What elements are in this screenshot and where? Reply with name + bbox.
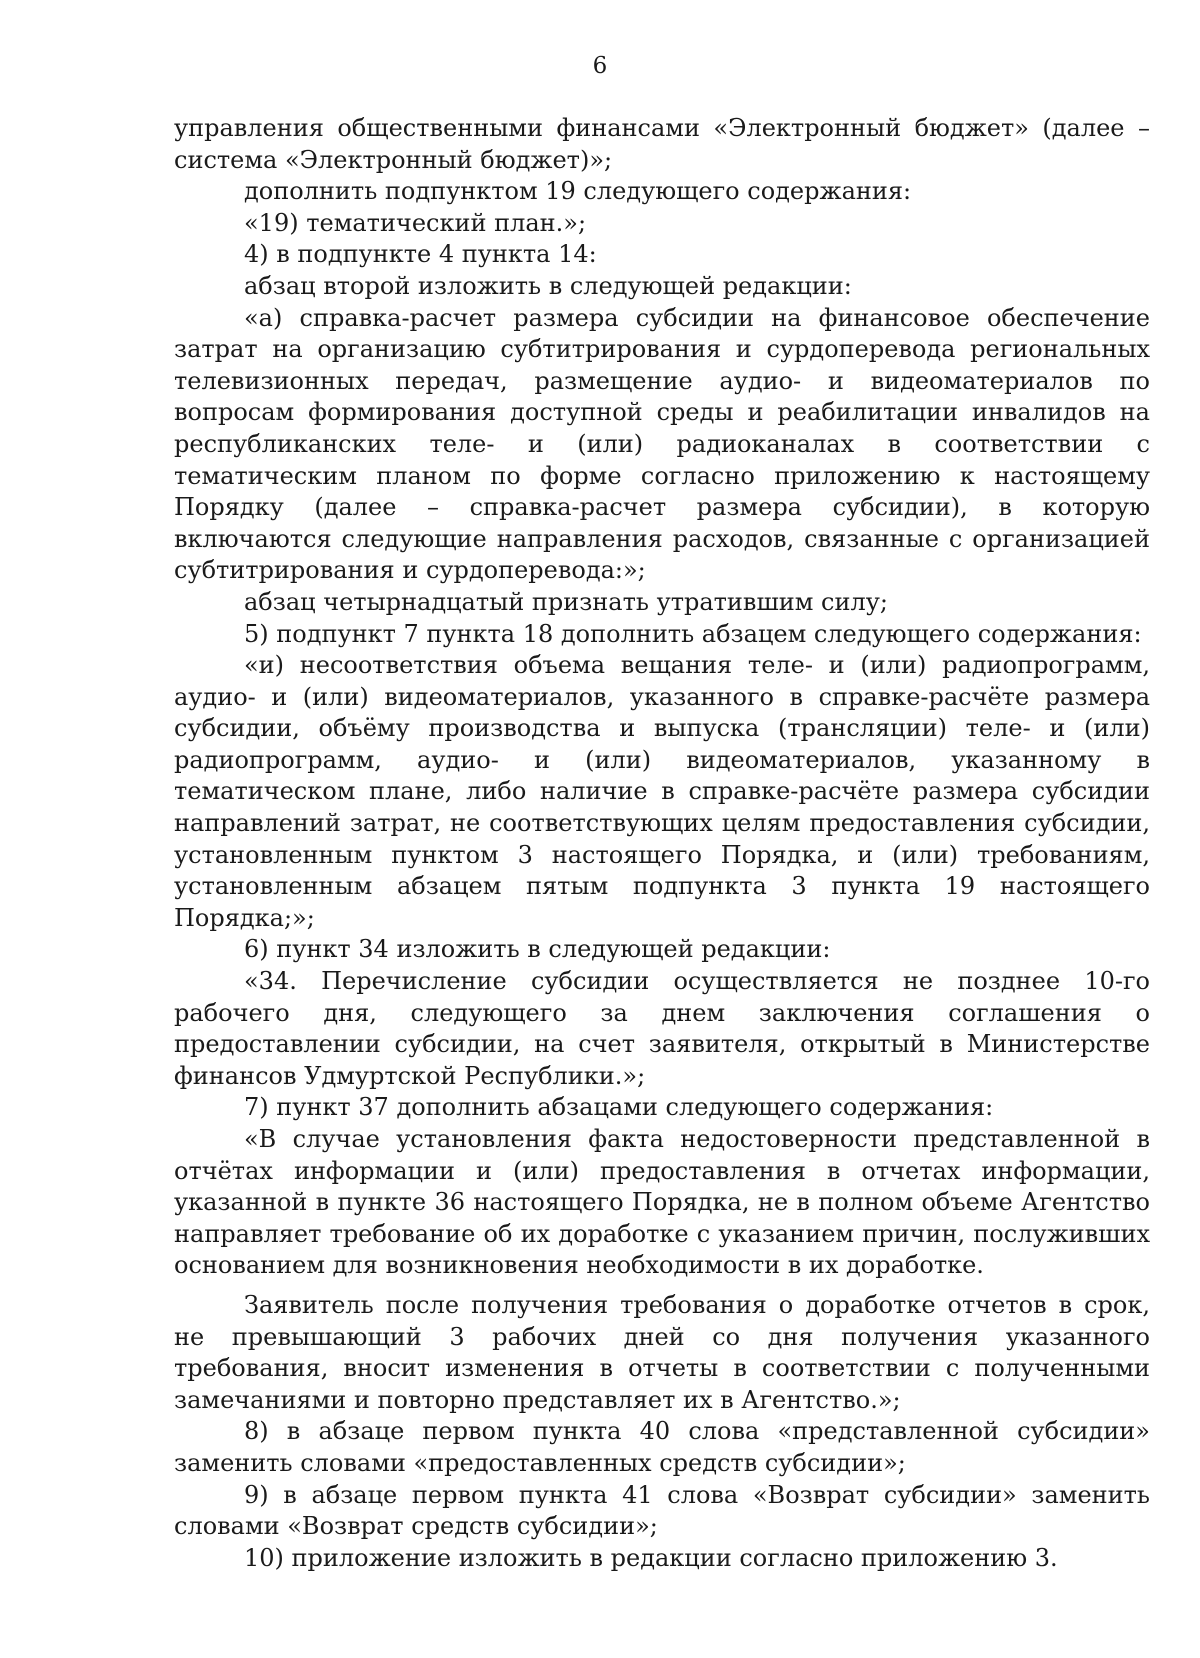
paragraph: 10) приложение изложить в редакции согласно приложению 3. [244, 1543, 1058, 1572]
paragraph: Заявитель после получения требования о доработке отчетов в срок, не превышающий 3 рабочих дней со дня получения указанного требования, вносит изменения в отчеты в соответствии с полученными замечаниями и повторно представляет их в Агентство.»; [174, 1290, 1150, 1414]
paragraph: 8) в абзаце первом пункта 40 слова «представленной субсидии» заменить словами «предоставленных средств субсидии»; [174, 1417, 1150, 1477]
paragraph: абзац второй изложить в следующей редакции: [244, 271, 852, 300]
document-body [174, 113, 1150, 1574]
paragraph: «В случае установления факта недостоверности представленной в отчётах информации и (или) предоставления в отчетах информации, указанной в пункте 36 настоящего Порядка, не в полном объеме Агентство направляет требование об их доработке с указанием причин, послуживших основанием для возникновения необходимости в их доработке. [174, 1125, 1150, 1280]
paragraph: 9) в абзаце первом пункта 41 слова «Возврат субсидии» заменить словами «Возврат средств субсидии»; [174, 1480, 1150, 1541]
paragraph: дополнить подпунктом 19 следующего содержания: [244, 177, 912, 206]
paragraph: «и) несоответствия объема вещания теле- и (или) радиопрограмм, аудио- и (или) видеоматериалов, указанного в справке-расчёте размера субсидии, объёму производства и выпуска (трансляции) теле- и (или) радиопрограмм, аудио- и (или) видеоматериалов, указанному в тематическом плане, либо наличие в справке-расчёте размера субсидии направлений затрат, не соответствующих целям предоставления субсидии, установленным пунктом 3 настоящего Порядка, и (или) требованиям, установленным абзацем пятым подпункта 3 пункта 19 настоящего Порядка;»; [174, 651, 1150, 932]
paragraph: 5) подпункт 7 пункта 18 дополнить абзацем следующего содержания: [244, 619, 1142, 648]
paragraph: 4) в подпункте 4 пункта 14: [244, 240, 597, 269]
paragraph: «34. Перечисление субсидии осуществляется не позднее 10-го рабочего дня, следующего за днем заключения соглашения о предоставлении субсидии, на счет заявителя, открытый в Министерстве финансов Удмуртской Республики.»; [174, 967, 1150, 1090]
paragraph: 7) пункт 37 дополнить абзацами следующего содержания: [244, 1093, 994, 1122]
paragraph: «а) справка-расчет размера субсидии на финансовое обеспечение затрат на организацию субтитрирования и сурдоперевода региональных телевизионных передач, размещение аудио- и видеоматериалов по вопросам формирования доступной среды и реабилитации инвалидов на республиканских теле- и (или) радиоканалах в соответствии с тематическим планом по форме согласно приложению к настоящему Порядку (далее – справка-расчет размера субсидии), в которую включаются следующие направления расходов, связанные с организацией субтитрирования и сурдоперевода:»; [174, 303, 1150, 585]
paragraph: 6) пункт 34 изложить в следующей редакции: [244, 935, 831, 964]
paragraph: управления общественными финансами «Электронный бюджет» (далее – система «Электронный бюджет)»; [174, 114, 1150, 174]
page-number: 6 [592, 53, 608, 79]
paragraph: «19) тематический план.»; [244, 208, 587, 237]
paragraph: абзац четырнадцатый признать утратившим силу; [244, 587, 888, 616]
